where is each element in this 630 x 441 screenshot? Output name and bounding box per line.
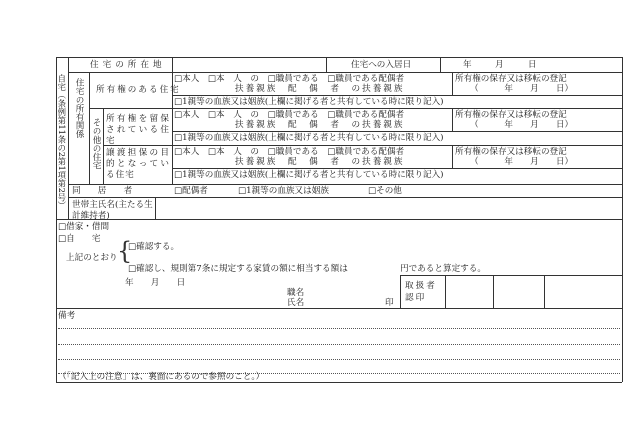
retained-registration-date: （ 年 月 日） bbox=[470, 120, 574, 130]
staff-name-label: 氏名 bbox=[287, 298, 305, 308]
confirm-option-1: □確認する。 bbox=[128, 242, 180, 252]
retained-relative-option: □1親等の血族又は姻族(上欄に掲げる者と共有している時に限り記入) bbox=[174, 133, 444, 143]
footnote: （「記入上の注意」は、裏面にあるので参照のこと。） bbox=[58, 372, 265, 382]
staff-title-label: 職名 bbox=[287, 288, 305, 298]
confirm-amount-suffix: 円であると算定する。 bbox=[400, 264, 486, 274]
sub-other-label: その他の住宅 bbox=[91, 118, 102, 170]
address-label: 住宅の所在地 bbox=[90, 60, 166, 70]
retained-owner-options-2: 扶養親族 配 偶 者 の扶養親族 bbox=[235, 120, 405, 130]
retained-registration-label: 所有権の保存又は移転の登記 bbox=[455, 110, 567, 120]
move-in-year: 年 bbox=[463, 60, 472, 70]
security-registration-label: 所有権の保存又は移転の登記 bbox=[455, 147, 567, 157]
confirm-option-2: □確認し、規則第7条に規定する家賃の額に相当する額は bbox=[128, 264, 348, 274]
retained-owner-options-1: □本人 □本 人 の □職員である □職員である配偶者 bbox=[174, 110, 405, 120]
cohabit-label: 同 居 者 bbox=[72, 186, 133, 196]
security-owner-options-2: 扶養親族 配 偶 者 の扶養親族 bbox=[235, 157, 405, 167]
security-registration-date: （ 年 月 日） bbox=[470, 157, 574, 167]
remarks-label: 備考 bbox=[58, 311, 76, 321]
owned-owner-options-2: 扶養親族 配 偶 者 の扶養親族 bbox=[235, 84, 405, 94]
side-label: 自宅（条例第11条の2第1項第2号） bbox=[56, 74, 67, 210]
cohabit-relative-option: □1親等の血族又は姻族 bbox=[238, 186, 329, 196]
owned-registration-date: （ 年 月 日） bbox=[470, 84, 574, 94]
sub-security-label: 譲渡担保の目的となっている住宅 bbox=[106, 148, 170, 181]
cohabit-spouse-option: □配偶者 bbox=[174, 186, 208, 196]
owned-owner-options-1: □本人 □本 人 の □職員である □職員である配偶者 bbox=[174, 74, 405, 84]
staff-seal: 印 bbox=[385, 298, 394, 308]
move-in-label: 住宅への入居日 bbox=[351, 60, 412, 70]
move-in-day: 日 bbox=[528, 60, 537, 70]
confirm-lead: 上記のとおり bbox=[66, 253, 118, 263]
householder-label: 世帯主氏名(主たる生計維持者) bbox=[72, 200, 153, 221]
owned-relative-option: □1親等の血族又は姻族(上欄に掲げる者と共有している時に限り記入) bbox=[174, 97, 444, 107]
security-owner-options-1: □本人 □本 人 の □職員である □職員である配偶者 bbox=[174, 147, 405, 157]
rent-option-rented: □借家・借間 bbox=[58, 222, 110, 232]
sub-owned-label: 所有権のある住宅 bbox=[96, 85, 181, 95]
owned-registration-label: 所有権の保存又は移転の登記 bbox=[455, 74, 567, 84]
cohabit-other-option: □その他 bbox=[368, 186, 402, 196]
confirm-bracket: { bbox=[117, 237, 133, 265]
confirm-date: 年 月 日 bbox=[125, 278, 186, 288]
security-relative-option: □1親等の血族又は姻族(上欄に掲げる者と共有している時に限り記入) bbox=[174, 170, 444, 180]
rent-option-own-home: □自 宅 bbox=[58, 234, 101, 244]
ownership-label: 住宅の所有関係 bbox=[74, 78, 85, 139]
handler-label: 取扱者認印 bbox=[405, 281, 437, 303]
sub-retained-label: 所有権を留保されている住宅 bbox=[106, 114, 170, 147]
move-in-month: 月 bbox=[495, 60, 504, 70]
